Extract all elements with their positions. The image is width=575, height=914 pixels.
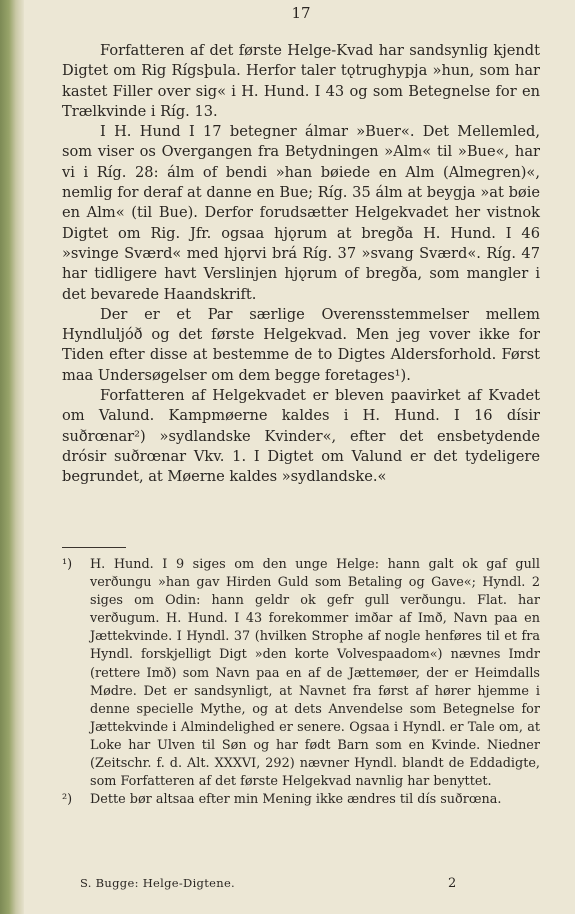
footnotes (62, 556, 540, 809)
footnote-marker: ¹) (62, 557, 73, 572)
footnote-rule (62, 547, 126, 548)
paragraph-2: I H. Hund I 17 betegner álmar »Buer«. Det Mellemled, som viser os Overgangen fra Betydningen »Alm« til »Bue«, har vi i Ríg. 28: álm of bendi »han bøiede en Alm (Almegren)«, nemlig for deraf at danne en Bue; Ríg. 35 álm at beygja »at bøie en Alm« (til Bue). Derfor forudsætter Helgekvadet her vistnok Digtet om Rig. Jfr. ogsaa hjǫrum at bregða H. Hund. I 46 »svinge Sværd« med hjǫrvi brá Ríg. 37 »svang Sværd«. Ríg. 47 har tidligere havt Verslinjen hjǫrum of bregða, som mangler i det bevarede Haandskrift. (62, 123, 540, 303)
paragraph-4: Forfatteren af Helgekvadet er bleven paavirket af Kvadet om Valund. Kampmøerne kaldes i H. Hund. I 16 dísir suðrœnar²) »sydlandske Kvinder«, efter det ensbetydende drósir suðrœnar Vkv. 1. I Digtet om Valund er det tydeligere begrundet, at Møerne kaldes »sydlandske.« (62, 387, 540, 486)
signature-number: 2 (448, 876, 457, 891)
signature-text: S. Bugge: Helge-Digtene. (80, 876, 236, 890)
footnote-text: H. Hund. I 9 siges om den unge Helge: hann galt ok gaf gull verðungu »han gav Hirden Guld som Betaling og Gave«; Hyndl. 2 siges om Odin: hann geldr ok gefr gull verðungu. Flat. har verðugum. H. Hund. I 43 forekommer imðar af Imð, Navn paa en Jættekvinde. I Hyndl. 37 (hvilken Strophe af nogle henføres til et fra Hyndl. forskjelligt Digt »den korte Volvespaadom«) nævnes Imdr (rettere Imð) som Navn paa en af de Jættemøer, der er Heimdalls Mødre. Det er sandsynligt, at Navnet fra først af hører hjemme i denne specielle Mythe, og at dets Anvendelse som Betegnelse for Jættekvinde i Almindelighed er senere. Ogsaa i Hyndl. er Tale om, at Loke har Ulven til Søn og har født Barn som en Kvinde. Niedner (Zeitschr. f. d. Alt. XXXVI, 292) nævner Hyndl. blandt de Eddadigte, som Forfatteren af det første Helgekvad navnlig har benyttet. (90, 557, 540, 790)
footnote-1 (62, 556, 540, 791)
paragraph-3: Der er et Par særlige Overensstemmelser mellem Hyndluljóð og det første Helgekvad. Men jeg vover ikke for Tiden efter disse at bestemme de to Digtes Aldersforhold. Først maa Undersøgelser om dem begge foretages¹). (62, 305, 540, 384)
signature-line (80, 876, 480, 890)
footnote-marker: ²) (62, 792, 73, 808)
page-number: 17 (291, 4, 311, 22)
main-text (62, 41, 540, 488)
footnote-2 (62, 791, 540, 809)
binding-edge (0, 0, 24, 914)
footnote-text: Dette bør altsaa efter min Mening ikke ændres til dís suðrœna. (90, 792, 502, 808)
paragraph-1: Forfatteren af det første Helge-Kvad har sandsynlig kjendt Digtet om Rig Rígsþula. Herfor taler tǫtrughypja »hun, som har kastet Filler over sig« i H. Hund. I 43 og som Betegnelse for en Trælkvinde i Ríg. 13. (62, 42, 540, 120)
book-page (62, 0, 540, 914)
